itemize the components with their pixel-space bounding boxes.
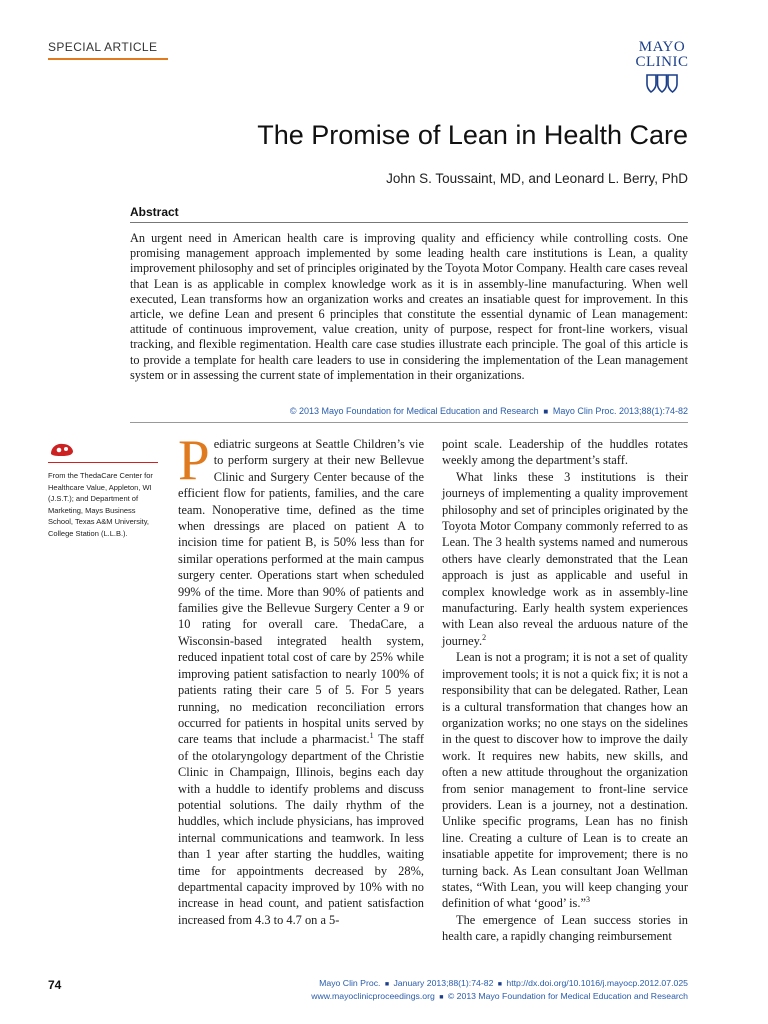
body-text: ediatric surgeons at Seattle Children’s vie to perform surgery at their new Bellevue Clinic and Surgery Center because of the efficient flow for patients, families, and the care team. Nonoperative time, defined as the time when dressings are placed on patient A to incision time for patient B, is 50% less than for similar operations performed at the main campus surgery center. Operations start when scheduled 99% of the time. More than 90% of patients and families give the Bellevue Surgery Center a 9 or 10 rating for overall care. ThedaCare, a Wisconsin-based integrated health system, reduced inpatient total cost of care by 25% while improving patient satisfaction to nearly 100% of patients rating their care 5 of 5. For 5 years running, no medication reconciliation errors occurred for patients in hospital units served by care teams that include a pharmacist. [178,437,424,747]
footer-issue: January 2013;88(1):74-82 [393,978,494,988]
abstract-divider [130,222,688,223]
body-paragraph: The emergence of Lean success stories in health care, a rapidly changing reimbursement [442,912,688,944]
body-column-left [178,429,425,928]
citation-ref: 2 [482,632,487,642]
body-text: The staff of the otolaryngology department of the Christie Clinic in Champaign, Illinois, begins each day with a huddle to identify problems and discuss potential solutions. The daily rhythm of the huddles, which include physicians, has improved internal communications and teamwork. In less than 1 year after starting the huddles, waiting time for appointments decreased by 28%, departmental capacity improved by 10% with no increase in head count, and patient satisfaction increased from 4.3 to 4.7 on a 5- [178,732,425,927]
section-rule [48,58,168,60]
section-label: SPECIAL ARTICLE [48,40,158,54]
footer-website-link[interactable]: www.mayoclinicproceedings.org [311,991,435,1001]
separator-square-icon: ■ [541,407,551,416]
affiliation-icon [48,440,76,460]
footer-citation-line [319,978,688,988]
article-authors: John S. Toussaint, MD, and Leonard L. Berry, PhD [386,171,688,186]
body-paragraph [442,649,688,912]
footer-copyright: © 2013 Mayo Foundation for Medical Education and Research [447,991,688,1001]
body-paragraph [442,469,688,649]
footer-journal: Mayo Clin Proc. [319,978,381,988]
abstract-heading: Abstract [130,205,179,219]
abstract-text: An urgent need in American health care is improving quality and efficiency while controlling costs. One promising management approach implemented by some leading health care institutions is Lean, a quality improvement philosophy and set of principles originated by the Toyota Motor Company. Health care cases reveal that Lean is as applicable in complex knowledge work as it is in assembly-line manufacturing. When well executed, Lean transforms how an organization works and creates an insatiable quest for improvement. In this article, we define Lean and present 6 principles that constitute the essential dynamic of Lean management: attitude of continuous improvement, value creation, unity of purpose, respect for front-line workers, visual tracking, and flexible regimentation. Health care case studies illustrate each principle. The goal of this article is to provide a template for health care leaders to use in considering the implementation of the Lean management system or in assessing the current state of implementation in their organizations. [130,231,688,382]
page-number: 74 [48,978,62,992]
body-paragraph: point scale. Leadership of the huddles rotates weekly among the department’s staff. [442,437,688,468]
affiliation-text: From the ThedaCare Center for Healthcare Value, Appleton, WI (J.S.T.); and Department of Marketing, Mays Business School, Texas A&M University, College Station (L.L.B.). [48,471,153,538]
separator-square-icon: ■ [495,981,504,988]
citation-ref: 3 [585,895,590,905]
body-text: What links these 3 institutions is their journeys of implementing a quality improvement philosophy and set of principles originated by the Toyota Motor Company commonly referred to as Lean. The 3 health systems named and numerous others have clearly demonstrated that the Lean approach is just as applicable and useful in complex knowledge work as in assembly-line manufacturing. Early health system experiences with Lean also reveal the arduous nature of the journey. [442,469,688,648]
drop-cap: P [178,429,210,492]
body-paragraph [178,429,425,928]
abstract-copyright: © 2013 Mayo Foundation for Medical Education and Research [289,406,539,416]
separator-square-icon: ■ [437,994,446,1001]
shield-logo-icon [645,74,679,94]
abstract-credit [290,406,688,416]
footer-website-line [311,991,688,1001]
separator-square-icon: ■ [382,981,392,988]
affiliation-rule [48,462,158,463]
citation-ref: 1 [369,731,374,741]
mayo-clinic-logo [632,40,692,94]
body-column-right [442,436,688,945]
abstract-citation: Mayo Clin Proc. 2013;88(1):74-82 [552,406,688,416]
logo-line-2: CLINIC [635,54,689,70]
logo-line-1: MAYO [638,39,686,55]
body-text: Lean is not a program; it is not a set of quality improvement tools; it is not a quick fix; it is not a responsibility that can be delegated. Rather, Lean is a cultural transformation that changes how an organization works; no one stays on the sidelines in the quest to discover how to improve the daily work. It requires new habits, new skills, and often a new attitude throughout the organization from senior management to front-line service providers. Lean is a journey, not a destination. Unlike specific programs, Lean has no finish line. Creating a culture of Lean is to create an insatiable appetite for improvement; there is no turning back. As Lean consultant Joan Wellman states, “With Lean, you will keep changing your definition of what ‘good’ is.” [442,650,688,911]
footer-doi-link[interactable]: http://dx.doi.org/10.1016/j.mayocp.2012.07.025 [506,978,688,988]
abstract-bottom-divider [130,422,688,423]
article-title: The Promise of Lean in Health Care [257,120,688,150]
